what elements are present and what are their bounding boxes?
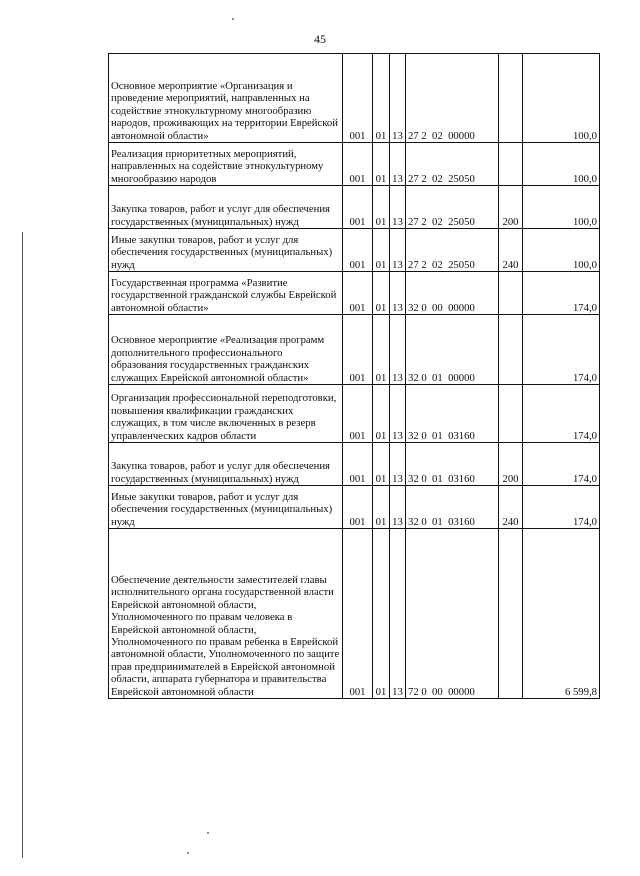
row-subsection-code: 13 xyxy=(390,315,406,385)
row-expense-type-code xyxy=(499,315,523,385)
row-target-article-code: 27 2 02 25050 xyxy=(406,143,499,186)
row-expense-type-code: 200 xyxy=(499,186,523,229)
row-amount: 174,0 xyxy=(523,272,600,315)
row-description: Организация профессиональной переподготовки, повышения квалификации гражданских служащих, в том числе включенных в резерв управленческих кадров области xyxy=(109,385,343,443)
row-description: Иные закупки товаров, работ и услуг для обеспечения государственных (муниципальных) нужд xyxy=(109,486,343,529)
row-section-code: 01 xyxy=(373,486,390,529)
row-target-article-code: 27 2 02 00000 xyxy=(406,54,499,143)
row-admin-code: 001 xyxy=(343,186,373,229)
row-admin-code: 001 xyxy=(343,315,373,385)
row-section-code: 01 xyxy=(373,229,390,272)
row-target-article-code: 72 0 00 00000 xyxy=(406,529,499,699)
row-subsection-code: 13 xyxy=(390,186,406,229)
table-row xyxy=(109,272,600,315)
row-description: Реализация приоритетных мероприятий, направленных на содействие этнокультурному многообразию народов xyxy=(109,143,343,186)
row-target-article-code: 27 2 02 25050 xyxy=(406,186,499,229)
table-row xyxy=(109,229,600,272)
row-section-code: 01 xyxy=(373,385,390,443)
row-description: Основное мероприятие «Реализация программ дополнительного профессионального образования государственных гражданских служащих Еврейской автономной области» xyxy=(109,315,343,385)
row-subsection-code: 13 xyxy=(390,385,406,443)
page-number: 45 xyxy=(314,32,326,46)
row-expense-type-code: 240 xyxy=(499,229,523,272)
row-admin-code: 001 xyxy=(343,486,373,529)
row-subsection-code: 13 xyxy=(390,486,406,529)
row-admin-code: 001 xyxy=(343,229,373,272)
row-description: Государственная программа «Развитие государственной гражданской службы Еврейской автономной области» xyxy=(109,272,343,315)
row-target-article-code: 27 2 02 25050 xyxy=(406,229,499,272)
table-row xyxy=(109,529,600,699)
row-target-article-code: 32 0 01 03160 xyxy=(406,443,499,486)
row-description: Иные закупки товаров, работ и услуг для обеспечения государственных (муниципальных) нужд xyxy=(109,229,343,272)
budget-table xyxy=(108,53,600,699)
row-admin-code: 001 xyxy=(343,385,373,443)
row-admin-code: 001 xyxy=(343,143,373,186)
row-amount: 174,0 xyxy=(523,315,600,385)
row-target-article-code: 32 0 01 03160 xyxy=(406,486,499,529)
row-admin-code: 001 xyxy=(343,443,373,486)
row-expense-type-code xyxy=(499,529,523,699)
table-row xyxy=(109,443,600,486)
table-row xyxy=(109,143,600,186)
scan-speck xyxy=(207,832,209,834)
row-description: Обеспечение деятельности заместителей главы исполнительного органа государственной власти Еврейской автономной области, Уполномоченного по правам человека в Еврейской автономной области, Уполномоченного по правам ребенка в Еврейской автономной области, Уполномоченного по защите прав предпринимателей в Еврейской автономной области, аппарата губернатора и правительства Еврейской автономной области xyxy=(109,529,343,699)
row-subsection-code: 13 xyxy=(390,229,406,272)
table-row xyxy=(109,315,600,385)
table-row xyxy=(109,486,600,529)
row-description: Закупка товаров, работ и услуг для обеспечения государственных (муниципальных) нужд xyxy=(109,443,343,486)
row-target-article-code: 32 0 01 00000 xyxy=(406,315,499,385)
row-section-code: 01 xyxy=(373,315,390,385)
row-description: Закупка товаров, работ и услуг для обеспечения государственных (муниципальных) нужд xyxy=(109,186,343,229)
row-amount: 174,0 xyxy=(523,486,600,529)
row-subsection-code: 13 xyxy=(390,443,406,486)
row-section-code: 01 xyxy=(373,272,390,315)
row-amount: 100,0 xyxy=(523,229,600,272)
scan-speck xyxy=(232,18,234,20)
row-subsection-code: 13 xyxy=(390,54,406,143)
row-section-code: 01 xyxy=(373,143,390,186)
table-row xyxy=(109,54,600,143)
row-expense-type-code xyxy=(499,143,523,186)
row-admin-code: 001 xyxy=(343,529,373,699)
row-target-article-code: 32 0 01 03160 xyxy=(406,385,499,443)
row-description: Основное мероприятие «Организация и проведение мероприятий, направленных на содействие этнокультурному многообразию народов, проживающих на территории Еврейской автономной области» xyxy=(109,54,343,143)
scan-speck xyxy=(187,852,189,854)
row-expense-type-code xyxy=(499,54,523,143)
row-amount: 6 599,8 xyxy=(523,529,600,699)
row-subsection-code: 13 xyxy=(390,529,406,699)
row-subsection-code: 13 xyxy=(390,143,406,186)
row-target-article-code: 32 0 00 00000 xyxy=(406,272,499,315)
row-section-code: 01 xyxy=(373,529,390,699)
scan-edge-line xyxy=(22,232,23,858)
row-amount: 174,0 xyxy=(523,443,600,486)
row-admin-code: 001 xyxy=(343,54,373,143)
row-amount: 100,0 xyxy=(523,54,600,143)
row-section-code: 01 xyxy=(373,54,390,143)
table-row xyxy=(109,385,600,443)
row-section-code: 01 xyxy=(373,186,390,229)
row-admin-code: 001 xyxy=(343,272,373,315)
row-expense-type-code xyxy=(499,272,523,315)
row-expense-type-code xyxy=(499,385,523,443)
table-row xyxy=(109,186,600,229)
row-amount: 174,0 xyxy=(523,385,600,443)
row-expense-type-code: 200 xyxy=(499,443,523,486)
row-amount: 100,0 xyxy=(523,143,600,186)
row-expense-type-code: 240 xyxy=(499,486,523,529)
row-subsection-code: 13 xyxy=(390,272,406,315)
row-amount: 100,0 xyxy=(523,186,600,229)
row-section-code: 01 xyxy=(373,443,390,486)
